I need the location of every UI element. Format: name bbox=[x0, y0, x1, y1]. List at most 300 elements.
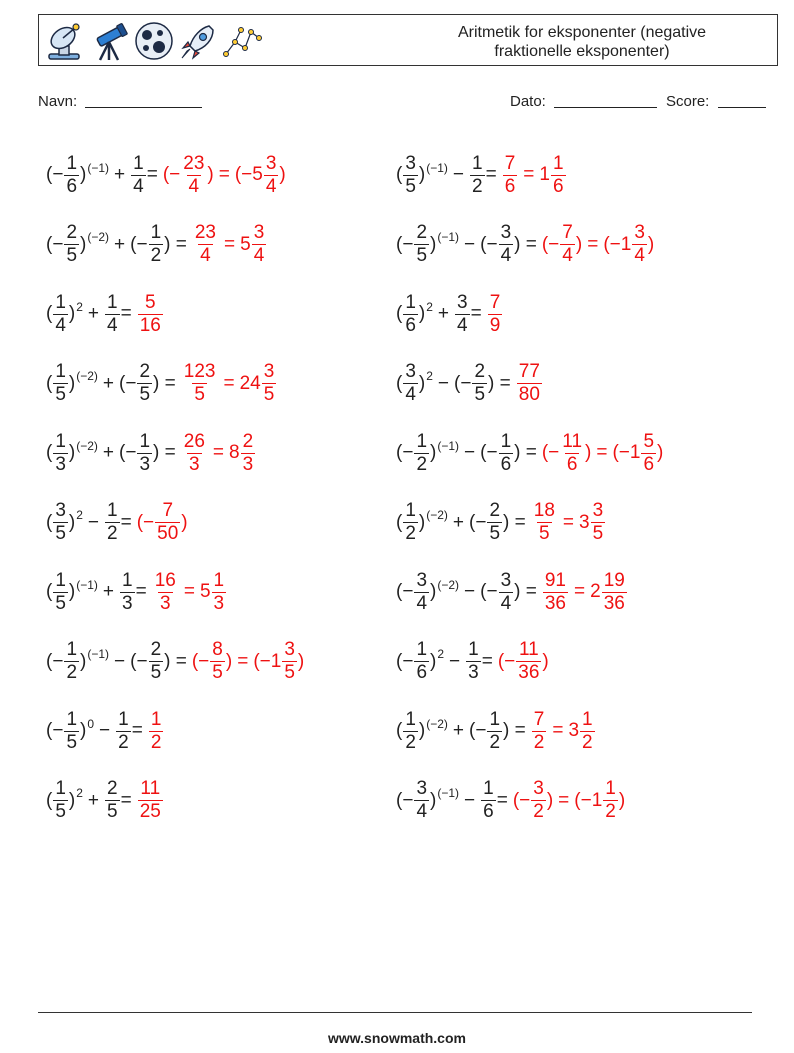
problem-expression bbox=[396, 361, 511, 406]
denominator: 36 bbox=[603, 592, 625, 614]
problem-answer bbox=[487, 292, 504, 337]
fraction bbox=[414, 570, 429, 615]
fraction bbox=[403, 500, 418, 545]
numerator: 7 bbox=[489, 291, 501, 313]
denominator: 6 bbox=[405, 314, 416, 336]
math-text: ) = bbox=[514, 442, 537, 463]
math-text: + bbox=[102, 581, 115, 602]
math-text: ) bbox=[585, 442, 592, 463]
fraction bbox=[455, 292, 470, 337]
numerator: 3 bbox=[416, 569, 428, 591]
exponent: (−1) bbox=[87, 647, 110, 661]
problem-18 bbox=[396, 701, 596, 761]
problem-17 bbox=[46, 701, 164, 761]
fraction bbox=[551, 153, 566, 198]
problem-11 bbox=[46, 493, 188, 553]
denominator: 3 bbox=[55, 453, 66, 475]
denominator: 4 bbox=[253, 245, 265, 266]
fraction bbox=[120, 570, 135, 615]
exponent: (−2) bbox=[437, 577, 460, 592]
problem-1 bbox=[46, 145, 286, 205]
fraction bbox=[481, 778, 496, 823]
math-text: ) = bbox=[488, 372, 511, 394]
math-text: ) bbox=[68, 511, 76, 533]
problem-expression bbox=[46, 222, 187, 267]
math-text: (− bbox=[46, 650, 64, 672]
denominator: 5 bbox=[539, 523, 550, 544]
math-text: 8 bbox=[229, 442, 240, 463]
fraction bbox=[632, 222, 647, 267]
denominator: 6 bbox=[643, 453, 655, 475]
math-text: = bbox=[485, 164, 497, 185]
denominator: 4 bbox=[416, 592, 428, 614]
numerator: 2 bbox=[242, 430, 254, 452]
math-text: = bbox=[552, 720, 564, 741]
exponent: (−1) bbox=[437, 230, 460, 244]
numerator: 5 bbox=[643, 430, 655, 452]
math-text: (− bbox=[497, 650, 516, 672]
math-text: ) = bbox=[514, 233, 537, 255]
problem-answer bbox=[531, 500, 606, 545]
fraction bbox=[155, 500, 180, 545]
math-text: = bbox=[496, 789, 508, 811]
numerator: 3 bbox=[592, 500, 604, 521]
numerator: 1 bbox=[55, 430, 66, 452]
math-text: ) bbox=[430, 789, 437, 811]
denominator: 5 bbox=[66, 731, 78, 753]
numerator: 3 bbox=[405, 152, 416, 174]
denominator: 5 bbox=[263, 384, 275, 405]
denominator: 5 bbox=[55, 592, 66, 614]
exponent: (−1) bbox=[87, 160, 110, 175]
numerator: 1 bbox=[66, 708, 78, 730]
numerator: 3 bbox=[457, 291, 468, 313]
math-text: ) bbox=[207, 164, 214, 185]
math-text: (− bbox=[46, 164, 64, 185]
math-text: ( bbox=[396, 372, 403, 394]
fraction bbox=[181, 153, 206, 198]
footer-divider bbox=[38, 1012, 752, 1013]
fraction bbox=[105, 292, 120, 337]
name-label: Navn: bbox=[38, 93, 78, 110]
math-text: ( bbox=[46, 303, 53, 324]
math-text: − bbox=[87, 511, 100, 533]
numerator: 7 bbox=[562, 222, 573, 243]
denominator: 6 bbox=[66, 175, 78, 197]
numerator: 3 bbox=[55, 500, 66, 521]
math-text: (− bbox=[469, 720, 487, 741]
math-text: ) bbox=[657, 442, 664, 463]
fraction bbox=[472, 361, 487, 406]
date-label: Dato: bbox=[510, 93, 546, 110]
problem-answer bbox=[181, 361, 278, 406]
problem-expression bbox=[396, 639, 493, 684]
denominator: 5 bbox=[592, 523, 604, 544]
fraction bbox=[532, 500, 557, 545]
numerator: 1 bbox=[55, 291, 66, 313]
exponent: (−2) bbox=[426, 716, 448, 731]
math-text: − bbox=[99, 720, 111, 741]
exponent: 2 bbox=[426, 299, 433, 314]
numerator: 7 bbox=[533, 708, 545, 730]
numerator: 1 bbox=[150, 222, 162, 243]
math-text: ) bbox=[225, 650, 233, 672]
denominator: 4 bbox=[405, 384, 416, 405]
fraction bbox=[53, 500, 68, 545]
fraction bbox=[503, 153, 518, 198]
numerator: 2 bbox=[107, 778, 118, 799]
math-text: ) bbox=[418, 511, 426, 533]
numerator: 3 bbox=[265, 152, 277, 174]
math-text: (− bbox=[469, 511, 487, 533]
problem-expression bbox=[396, 778, 508, 823]
numerator: 1 bbox=[150, 708, 162, 730]
fraction bbox=[414, 431, 429, 476]
math-text: 5 bbox=[240, 233, 251, 255]
math-text: − bbox=[449, 650, 461, 672]
fraction bbox=[131, 153, 146, 198]
denominator: 3 bbox=[468, 662, 479, 683]
exponent: (−2) bbox=[76, 369, 98, 383]
denominator: 5 bbox=[139, 384, 151, 405]
problem-expression bbox=[396, 292, 482, 337]
exponent: (−1) bbox=[437, 786, 460, 800]
fraction bbox=[580, 709, 595, 754]
math-text: ) bbox=[546, 789, 554, 811]
numerator: 1 bbox=[405, 291, 416, 313]
numerator: 2 bbox=[416, 222, 428, 243]
math-text: + bbox=[102, 372, 115, 394]
problem-7 bbox=[46, 354, 277, 414]
numerator: 1 bbox=[416, 430, 428, 452]
math-text: − bbox=[437, 372, 450, 394]
problem-9 bbox=[46, 423, 256, 483]
fraction bbox=[516, 639, 541, 684]
denominator: 5 bbox=[55, 801, 66, 822]
exponent: (−2) bbox=[426, 508, 448, 522]
math-text: ) bbox=[68, 581, 76, 602]
numerator: 23 bbox=[194, 222, 216, 243]
math-text: (− bbox=[46, 233, 64, 255]
denominator: 2 bbox=[416, 453, 428, 475]
math-text: ) bbox=[80, 650, 87, 672]
fraction bbox=[210, 639, 225, 684]
numerator: 2 bbox=[474, 361, 486, 382]
math-text: = bbox=[574, 581, 586, 602]
denominator: 3 bbox=[139, 453, 151, 475]
numerator: 11 bbox=[518, 639, 539, 660]
exponent: (−1) bbox=[76, 577, 98, 592]
fraction bbox=[64, 153, 79, 198]
denominator: 5 bbox=[150, 662, 162, 683]
numerator: 18 bbox=[533, 500, 555, 521]
math-text: ) bbox=[68, 442, 76, 463]
fraction bbox=[182, 431, 207, 476]
numerator: 26 bbox=[183, 430, 205, 452]
problem-expression bbox=[46, 361, 176, 406]
fraction bbox=[64, 639, 79, 684]
fraction bbox=[499, 431, 514, 476]
fraction bbox=[517, 361, 542, 406]
fraction bbox=[262, 361, 277, 406]
math-text: ) bbox=[418, 303, 426, 324]
problem-answer bbox=[192, 222, 267, 267]
exponent: 2 bbox=[437, 647, 445, 661]
math-text: (− bbox=[541, 442, 560, 463]
denominator: 4 bbox=[634, 245, 645, 266]
problem-answer bbox=[498, 639, 549, 684]
fraction bbox=[487, 500, 502, 545]
math-text: ) bbox=[430, 650, 437, 672]
math-text: ( bbox=[396, 303, 403, 324]
problem-answer bbox=[152, 570, 227, 615]
fraction bbox=[488, 292, 503, 337]
numerator: 3 bbox=[500, 569, 512, 591]
fraction bbox=[414, 778, 429, 823]
problem-16 bbox=[396, 632, 549, 692]
fraction bbox=[560, 431, 584, 476]
math-text: ) = bbox=[153, 372, 176, 394]
fraction bbox=[116, 709, 131, 754]
math-text: ( bbox=[46, 511, 53, 533]
numerator: 2 bbox=[139, 361, 151, 382]
numerator: 2 bbox=[66, 222, 78, 243]
math-text: ) bbox=[80, 720, 87, 741]
math-text: ) bbox=[418, 720, 426, 741]
fraction bbox=[105, 500, 120, 545]
math-text: (− bbox=[130, 650, 148, 672]
numerator: 3 bbox=[533, 778, 544, 799]
problem-expression bbox=[396, 709, 526, 754]
math-text: + bbox=[87, 303, 100, 324]
exponent: (−2) bbox=[76, 438, 98, 453]
math-text: − bbox=[452, 164, 465, 185]
fraction bbox=[591, 500, 606, 545]
math-text: ) bbox=[181, 511, 188, 533]
fraction bbox=[138, 292, 163, 337]
problem-5 bbox=[46, 284, 164, 344]
fraction bbox=[602, 570, 627, 615]
fraction bbox=[532, 709, 547, 754]
math-text: (−1 bbox=[603, 233, 632, 255]
math-text: ) bbox=[418, 164, 426, 185]
denominator: 3 bbox=[242, 453, 254, 475]
problem-expression bbox=[46, 639, 187, 684]
numerator: 3 bbox=[263, 361, 275, 382]
numerator: 1 bbox=[55, 569, 66, 591]
denominator: 5 bbox=[405, 175, 416, 197]
fraction bbox=[182, 361, 218, 406]
numerator: 3 bbox=[253, 222, 265, 243]
problem-expression bbox=[46, 500, 132, 545]
numerator: 1 bbox=[213, 569, 225, 591]
problem-14 bbox=[396, 562, 628, 622]
problem-answer bbox=[516, 361, 543, 406]
math-text: + bbox=[87, 789, 100, 811]
denominator: 25 bbox=[139, 801, 161, 822]
fraction bbox=[403, 361, 418, 406]
problem-expression bbox=[396, 153, 497, 198]
math-text: = bbox=[224, 233, 236, 255]
math-text: = bbox=[146, 164, 158, 185]
numerator: 1 bbox=[66, 639, 78, 660]
denominator: 2 bbox=[118, 731, 129, 753]
problem-3 bbox=[46, 215, 267, 275]
exponent: (−1) bbox=[426, 160, 448, 175]
fraction bbox=[53, 431, 68, 476]
numerator: 16 bbox=[154, 569, 176, 591]
fraction bbox=[137, 361, 152, 406]
problem-6 bbox=[396, 284, 503, 344]
math-text: ) bbox=[618, 789, 626, 811]
denominator: 6 bbox=[504, 175, 516, 197]
fraction bbox=[414, 222, 429, 267]
numerator: 1 bbox=[582, 708, 593, 730]
denominator: 2 bbox=[107, 523, 118, 544]
denominator: 5 bbox=[212, 662, 223, 683]
problem-answer bbox=[542, 570, 628, 615]
problem-expression bbox=[46, 431, 176, 476]
denominator: 50 bbox=[157, 523, 179, 544]
math-text: ( bbox=[46, 372, 53, 394]
exponent: (−1) bbox=[437, 438, 460, 453]
denominator: 5 bbox=[55, 384, 66, 405]
denominator: 5 bbox=[194, 384, 205, 405]
math-text: 3 bbox=[579, 511, 590, 533]
fraction bbox=[138, 778, 163, 823]
denominator: 9 bbox=[489, 314, 501, 336]
problem-expression bbox=[46, 153, 158, 198]
numerator: 1 bbox=[468, 639, 479, 660]
numerator: 11 bbox=[140, 778, 161, 799]
numerator: 3 bbox=[405, 361, 416, 382]
problem-answer bbox=[137, 500, 188, 545]
footer-url: www.snowmath.com bbox=[328, 1030, 466, 1046]
denominator: 2 bbox=[405, 731, 416, 753]
numerator: 1 bbox=[405, 500, 416, 521]
denominator: 5 bbox=[416, 245, 428, 266]
math-text: (− bbox=[480, 442, 498, 463]
math-text: = bbox=[596, 442, 608, 463]
math-text: = bbox=[218, 164, 230, 185]
problem-expression bbox=[396, 222, 537, 267]
math-text: + bbox=[102, 442, 115, 463]
fraction bbox=[499, 570, 514, 615]
score-label: Score: bbox=[666, 93, 710, 110]
math-text: ) bbox=[430, 233, 437, 255]
title-line-1: Aritmetik for eksponenter (negative bbox=[457, 24, 707, 41]
fraction bbox=[212, 570, 227, 615]
numerator: 1 bbox=[605, 778, 616, 799]
fraction bbox=[487, 709, 502, 754]
denominator: 5 bbox=[474, 384, 486, 405]
math-text: ) bbox=[575, 233, 583, 255]
math-text: = bbox=[470, 303, 482, 324]
problem-8 bbox=[396, 354, 543, 414]
problem-expression bbox=[46, 778, 132, 823]
math-text: (− bbox=[396, 233, 414, 255]
exponent: 2 bbox=[426, 369, 433, 383]
denominator: 4 bbox=[133, 175, 144, 197]
numerator: 3 bbox=[284, 639, 295, 660]
math-text: (− bbox=[136, 511, 155, 533]
exponent: (−2) bbox=[87, 230, 110, 244]
exponent: 2 bbox=[76, 786, 83, 800]
problem-answer bbox=[137, 292, 164, 337]
problem-expression bbox=[396, 431, 537, 476]
problem-2 bbox=[396, 145, 567, 205]
denominator: 5 bbox=[107, 801, 118, 822]
math-text: (− bbox=[46, 720, 64, 741]
numerator: 1 bbox=[483, 778, 494, 799]
math-text: (−1 bbox=[574, 789, 603, 811]
denominator: 3 bbox=[160, 592, 171, 614]
fraction bbox=[53, 292, 68, 337]
math-text: ) = bbox=[153, 442, 176, 463]
math-text: (− bbox=[191, 650, 210, 672]
numerator: 1 bbox=[552, 152, 564, 174]
problem-answer bbox=[502, 153, 567, 198]
math-text: (− bbox=[396, 650, 414, 672]
denominator: 4 bbox=[500, 592, 512, 614]
math-text: (− bbox=[480, 581, 498, 602]
fraction bbox=[282, 639, 297, 684]
problem-expression bbox=[396, 500, 526, 545]
math-text: − bbox=[464, 442, 476, 463]
math-text: ) = bbox=[503, 511, 526, 533]
denominator: 4 bbox=[265, 175, 277, 197]
fraction bbox=[543, 570, 568, 615]
denominator: 5 bbox=[55, 523, 66, 544]
exponent: 2 bbox=[76, 508, 83, 522]
denominator: 36 bbox=[518, 662, 540, 683]
numerator: 1 bbox=[500, 430, 512, 452]
denominator: 5 bbox=[66, 245, 78, 266]
fraction bbox=[560, 222, 575, 267]
denominator: 4 bbox=[188, 175, 200, 197]
math-text: + bbox=[452, 720, 465, 741]
fraction bbox=[53, 361, 68, 406]
math-text: (− bbox=[396, 581, 414, 602]
math-text: ( bbox=[396, 164, 403, 185]
denominator: 2 bbox=[533, 731, 545, 753]
math-text: = bbox=[237, 650, 249, 672]
problem-10 bbox=[396, 423, 663, 483]
math-text: ) bbox=[297, 650, 305, 672]
fraction bbox=[149, 709, 164, 754]
denominator: 2 bbox=[605, 801, 616, 822]
problem-expression bbox=[396, 570, 537, 615]
problem-answer bbox=[192, 639, 304, 684]
math-text: (−1 bbox=[612, 442, 641, 463]
denominator: 4 bbox=[457, 314, 468, 336]
title-line-2: fraktionelle eksponenter) bbox=[494, 43, 670, 60]
math-text: ) bbox=[80, 164, 87, 185]
denominator: 4 bbox=[562, 245, 573, 266]
fraction bbox=[414, 639, 429, 684]
fraction bbox=[193, 222, 218, 267]
numerator: 1 bbox=[107, 500, 118, 521]
math-text: ) bbox=[279, 164, 286, 185]
math-text: ( bbox=[396, 720, 403, 741]
denominator: 6 bbox=[566, 453, 578, 475]
math-text: (− bbox=[480, 233, 498, 255]
math-text: − bbox=[464, 233, 476, 255]
fraction bbox=[149, 639, 164, 684]
denominator: 3 bbox=[189, 453, 200, 475]
problem-20 bbox=[396, 771, 625, 831]
fraction bbox=[641, 431, 656, 476]
